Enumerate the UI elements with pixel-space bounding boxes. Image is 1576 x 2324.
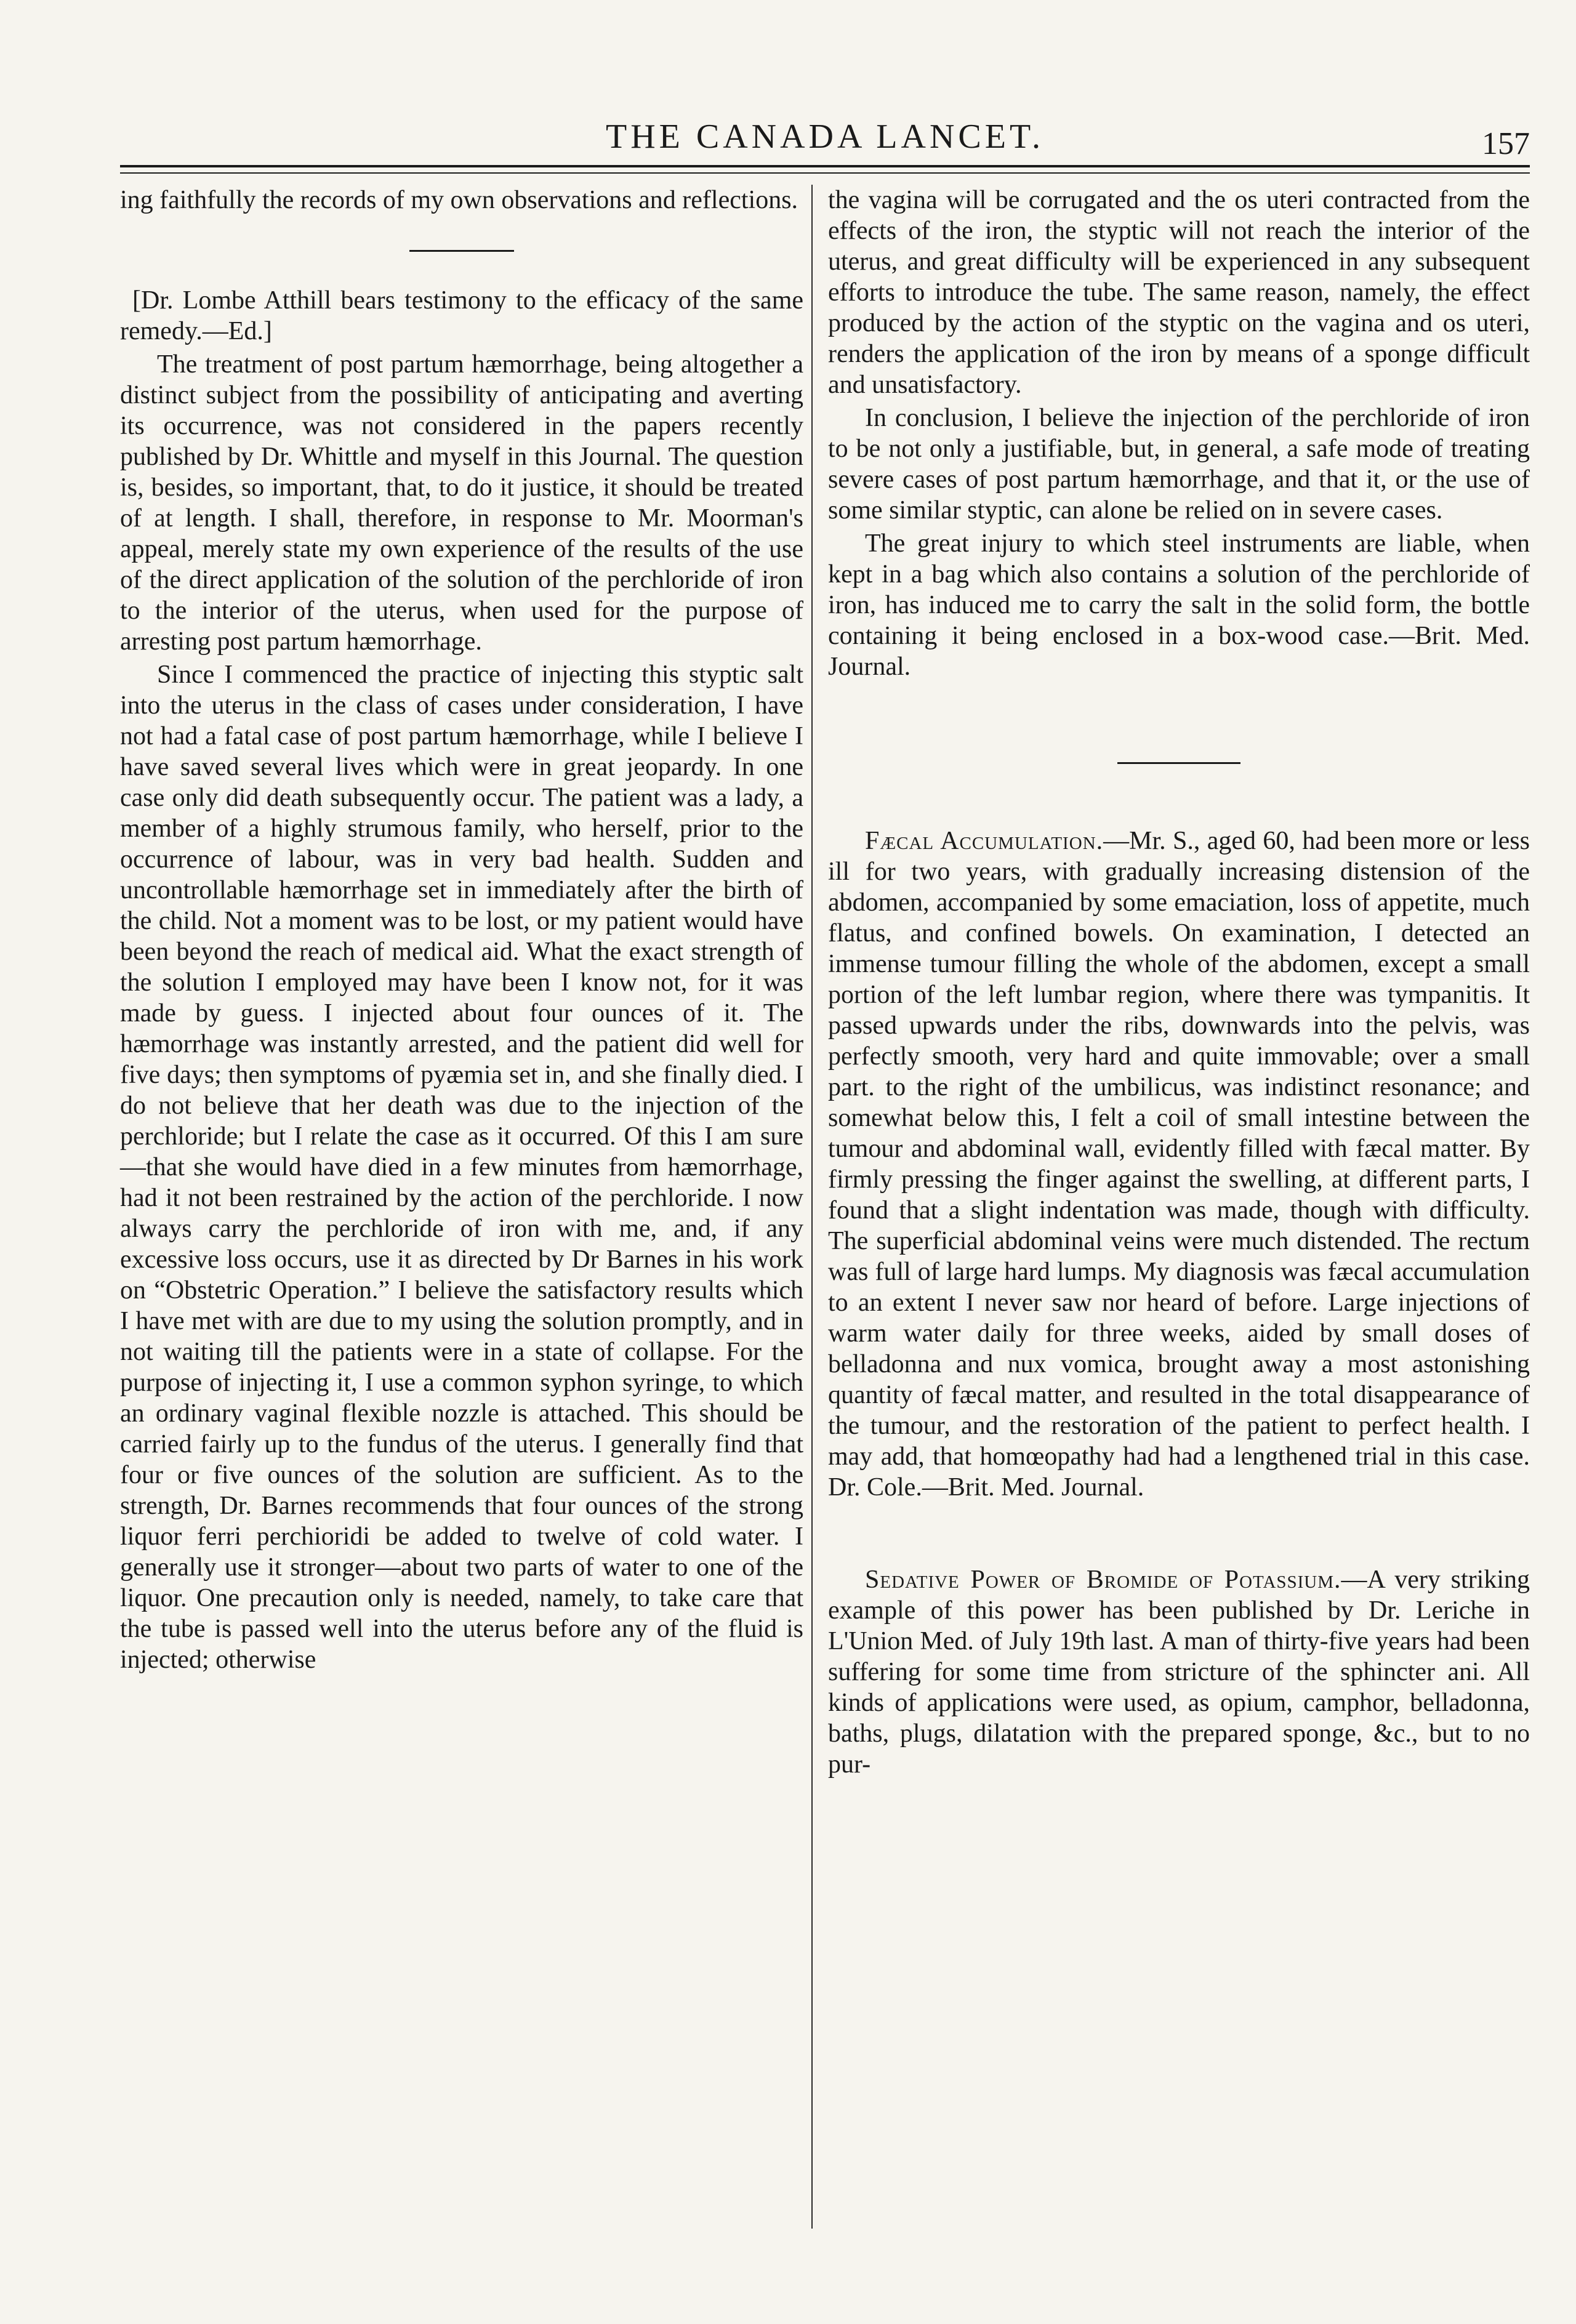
header-rule xyxy=(120,165,1530,167)
right-column xyxy=(828,185,1530,1780)
faecal-article xyxy=(828,826,1530,1503)
bromide-article-title: Sedative Power of Bromide of Potassium. xyxy=(865,1566,1341,1594)
header-rule-thin xyxy=(120,172,1530,174)
left-paragraph-practice: Since I commenced the practice of injecting this styptic salt into the uterus in the class of cases under consideration, I have not had a fatal case of post partum hæmorrhage, while I believe I have saved several lives which were in great jeopardy. In one case only did death subsequently occur. The patient was a lady, a member of a highly strumous family, who herself, prior to the occurrence of labour, was in very bad health. Sudden and uncontrollable hæmorrhage set in immediately after the birth of the child. Not a moment was to be lost, or my patient would have been beyond the reach of medical aid. What the exact strength of the solution I employed may have been I know not, for it was made by guess. I injected about four ounces of it. The hæmorrhage was instantly arrested, and the patient did well for five days; then symptoms of pyæmia set in, and she finally died. I do not believe that her death was due to the injection of the perchloride; but I relate the case as it occurred. Of this I am sure—that she would have died in a few minutes from hæmorrhage, had it not been restrained by the action of the perchloride. I now always carry the perchloride of iron with me, and, if any excessive loss occurs, use it as directed by Dr Barnes in his work on “Obstetric Operation.” I believe the satisfactory results which I have met with are due to my using the solution promptly, and in not waiting till the patients were in a state of collapse. For the purpose of injecting it, I use a common syphon syringe, to which an ordinary vaginal flexible nozzle is attached. This should be carried fairly up to the fundus of the uterus. I generally find that four or five ounces of the solution are sufficient. As to the strength, Dr. Barnes recommends that four ounces of the strong liquor ferri perchioridi be added to twelve of cold water. I generally use it stronger—about two parts of water to one of the liquor. One precaution only is needed, namely, to take care that the tube is passed well into the uterus before any of the fluid is injected; otherwise xyxy=(120,661,803,1674)
running-head: THE CANADA LANCET. xyxy=(605,118,1045,156)
right-paragraph-conclusion: In conclusion, I believe the injection of the perchloride of iron to be not only a justifiable, but, in general, a safe mode of treating severe cases of post partum hæmorrhage, and that it, or the use of some similar styptic, can alone be relied on in severe cases. xyxy=(828,404,1530,525)
faecal-article-title: Fæcal Accumulation. xyxy=(865,827,1104,855)
article-divider xyxy=(1117,762,1240,764)
column-divider xyxy=(811,185,813,2229)
left-paragraph-continued: ing faithfully the records of my own observations and reflections. xyxy=(120,186,798,214)
left-column xyxy=(120,185,803,1675)
left-paragraph-treatment: The treatment of post partum hæmorrhage, being altogether a distinct subject from the possibility of anticipating and averting its occurrence, was not considered in the papers recently published by Dr. Whittle and myself in this Journal. The question is, besides, so important, that, to do it justice, it should be treated of at length. I shall, therefore, in response to Mr. Moorman's appeal, merely state my own experience of the results of the use of the direct application of the solution of the perchloride of iron to the interior of the uterus, when used for the purpose of arresting post partum hæmorrhage. xyxy=(120,350,803,656)
editor-note: [Dr. Lombe Atthill bears testimony to the efficacy of the same remedy.—Ed.] xyxy=(120,286,803,345)
right-paragraph-instruments: The great injury to which steel instruments are liable, when kept in a bag which also contains a solution of the perchloride of iron, has induced me to carry the salt in the solid form, the bottle containing it being enclosed in a box-wood case.—Brit. Med. Journal. xyxy=(828,529,1530,681)
faecal-article-body: —Mr. S., aged 60, had been more or less ill for two years, with gradually increasing distension of the abdomen, accompanied by some emaciation, loss of appetite, much flatus, and confined bowels. On examination, I detected an immense tumour filling the whole of the abdomen, except a small portion of the left lumbar region, where there was tympanitis. It passed upwards under the ribs, downwards into the pelvis, was perfectly smooth, very hard and quite immovable; over a small part. to the right of the umbilicus, was indistinct resonance; and somewhat below this, I felt a coil of small intestine between the tumour and abdominal wall, evidently filled with fæcal matter. By firmly pressing the finger against the swelling, at different parts, I found that a slight indentation was made, though with difficulty. The superficial abdominal veins were much distended. The rectum was full of large hard lumps. My diagnosis was fæcal accumulation to an extent I never saw nor heard of before. Large injections of warm water daily for three weeks, aided by small doses of belladonna and nux vomica, brought away a most astonishing quantity of fæcal matter, and resulted in the total disappearance of the tumour, and the restoration of the patient to perfect health. I may add, that homœopathy had had a lengthened trial in this case. Dr. Cole.—Brit. Med. Journal. xyxy=(828,827,1530,1502)
page-number: 157 xyxy=(1482,126,1530,161)
section-divider xyxy=(409,250,514,252)
bromide-article-body: —A very striking example of this power has been published by Dr. Leriche in L'Union Med. of July 19th last. A man of thirty-five years had been suffering for some time from stricture of the sphincter ani. All kinds of applications were used, as opium, camphor, belladonna, baths, plugs, dilatation with the prepared sponge, &c., but to no pur- xyxy=(828,1566,1530,1779)
bromide-article xyxy=(828,1564,1530,1780)
page-header xyxy=(120,117,1530,166)
right-paragraph-continued: the vagina will be corrugated and the os uteri contracted from the effects of the iron, the styptic will not reach the interior of the uterus, and great difficulty will be experienced in any subsequent efforts to introduce the tube. The same reason, namely, the effect produced by the action of the styptic on the vagina and os uteri, renders the application of the iron by means of a sponge difficult and unsatisfactory. xyxy=(828,186,1530,399)
